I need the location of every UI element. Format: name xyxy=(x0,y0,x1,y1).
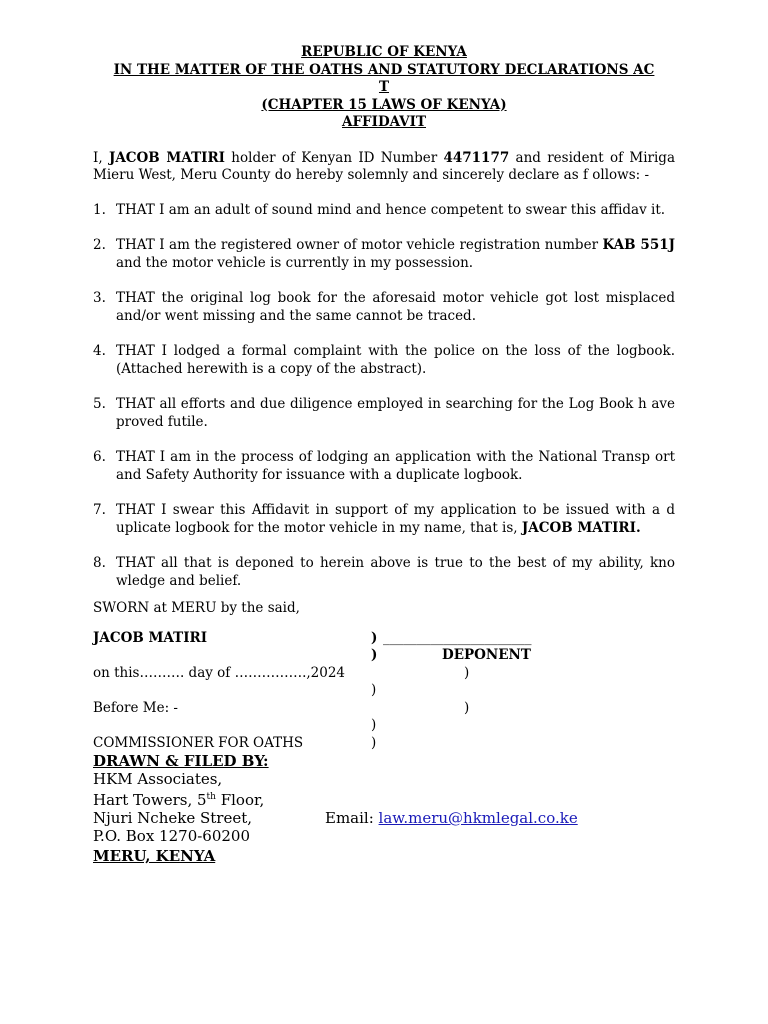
id-number: 4471177 xyxy=(443,149,510,166)
clause-number: 5. xyxy=(93,396,106,412)
intro-mid: holder of Kenyan ID Number xyxy=(225,149,444,166)
deponent-name: JACOB MATIRI xyxy=(108,149,225,166)
clause-number: 1. xyxy=(93,201,106,218)
drawn-filed-title: DRAWN & FILED BY: xyxy=(93,752,269,770)
commissioner-label: COMMISSIONER FOR OATHS xyxy=(93,734,304,751)
signature-row-date xyxy=(93,665,675,683)
clause-item xyxy=(93,202,675,220)
clause-text: THAT all efforts and due diligence employed in searching for the Log Book h ave proved futile. xyxy=(116,396,675,430)
city-line: MERU, KENYA xyxy=(93,847,216,865)
bracket: ) xyxy=(371,629,378,646)
bracket: ) xyxy=(464,699,470,716)
signature-row-blank xyxy=(93,717,675,735)
clause-text: THAT the original log book for the aforesaid motor vehicle got lost misplaced and/or went missing and the same cannot be traced. xyxy=(116,290,675,324)
clause-item xyxy=(93,290,675,325)
affidavit-page xyxy=(93,44,675,865)
document-header xyxy=(93,44,675,132)
signature-row-blank xyxy=(93,682,675,700)
clause-number: 8. xyxy=(93,555,106,571)
clause-text-part: and the motor vehicle is currently in my possession. xyxy=(116,254,474,271)
before-me: Before Me: - xyxy=(93,699,178,716)
clause-item xyxy=(93,555,675,590)
clause-item xyxy=(93,343,675,378)
signature-row-before xyxy=(93,700,675,718)
header-matter-wrap: T xyxy=(378,79,390,95)
clause-text-part: THAT I am the registered owner of motor vehicle registration number xyxy=(116,237,603,253)
clause-number: 3. xyxy=(93,290,106,306)
bracket: ) xyxy=(464,664,470,681)
deponent-name-bold: JACOB MATIRI. xyxy=(521,519,641,536)
street-name: Njuri Ncheke Street, xyxy=(93,809,252,827)
street-line xyxy=(93,809,675,827)
email-label: Email: xyxy=(325,809,379,827)
signature-row-deponent xyxy=(93,647,675,665)
vehicle-registration: KAB 551J xyxy=(602,237,675,253)
header-affidavit: AFFIDAVIT xyxy=(342,114,426,130)
header-matter: IN THE MATTER OF THE OATHS AND STATUTORY DECLARATIONS AC xyxy=(113,61,655,78)
clause-text xyxy=(116,502,675,537)
date-line: on this………. day of …………….,2024 xyxy=(93,664,346,681)
intro-suffix: and resident of Miriga Mieru West, Meru County do hereby solemnly and sincerely declare as f ollows: - xyxy=(93,149,675,183)
intro-prefix: I, xyxy=(93,149,109,166)
signature-row-name xyxy=(93,630,675,648)
building-line xyxy=(93,788,675,809)
floor-suffix: th xyxy=(206,792,216,802)
header-republic: REPUBLIC OF KENYA xyxy=(301,44,467,60)
clause-text xyxy=(116,237,675,272)
clause-text: THAT all that is deponed to herein above is true to the best of my ability, kno wledge and belief. xyxy=(116,555,675,589)
header-chapter: (CHAPTER 15 LAWS OF KENYA) xyxy=(261,96,507,113)
bracket: ) xyxy=(371,682,377,698)
bracket: ) xyxy=(371,734,377,751)
clause-text: THAT I am in the process of lodging an application with the National Transp ort and Safety Authority for issuance with a duplicate logbook. xyxy=(116,449,675,483)
clause-item xyxy=(93,502,675,537)
clause-text: THAT I lodged a formal complaint with the police on the loss of the logbook. (Attached herewith is a copy of the abstract). xyxy=(116,343,675,377)
clause-text: THAT I am an adult of sound mind and hence competent to swear this affidav it. xyxy=(116,201,666,218)
email-link[interactable]: law.meru@hkmlegal.co.ke xyxy=(378,809,578,827)
clause-item xyxy=(93,449,675,484)
signature-deponent-name: JACOB MATIRI xyxy=(93,629,208,646)
signature-row-commissioner xyxy=(93,735,675,753)
clause-list xyxy=(93,202,675,591)
clause-item xyxy=(93,237,675,272)
clause-number: 6. xyxy=(93,449,106,465)
building-name: Hart Towers, 5 xyxy=(93,791,207,809)
bracket: ) xyxy=(371,647,378,663)
bracket: ) xyxy=(371,717,377,733)
signature-block xyxy=(93,630,675,753)
clause-text-part: THAT I swear this Affidavit in support of my application to be issued with a d uplicate logbook for the motor vehicle in my name, that is, xyxy=(116,502,675,536)
clause-number: 7. xyxy=(93,502,106,518)
clause-number: 4. xyxy=(93,343,106,359)
deponent-label: DEPONENT xyxy=(442,647,531,663)
clause-number: 2. xyxy=(93,237,106,253)
clause-item xyxy=(93,396,675,431)
firm-name: HKM Associates, xyxy=(93,770,223,788)
drawn-filed-block xyxy=(93,752,675,865)
pobox: P.O. Box 1270-60200 xyxy=(93,827,251,845)
signature-line: ______________________ xyxy=(383,629,532,646)
floor-label: Floor, xyxy=(215,791,265,809)
email-line xyxy=(325,809,578,827)
sworn-line: SWORN at MERU by the said, xyxy=(93,600,300,616)
intro-paragraph xyxy=(93,150,675,185)
